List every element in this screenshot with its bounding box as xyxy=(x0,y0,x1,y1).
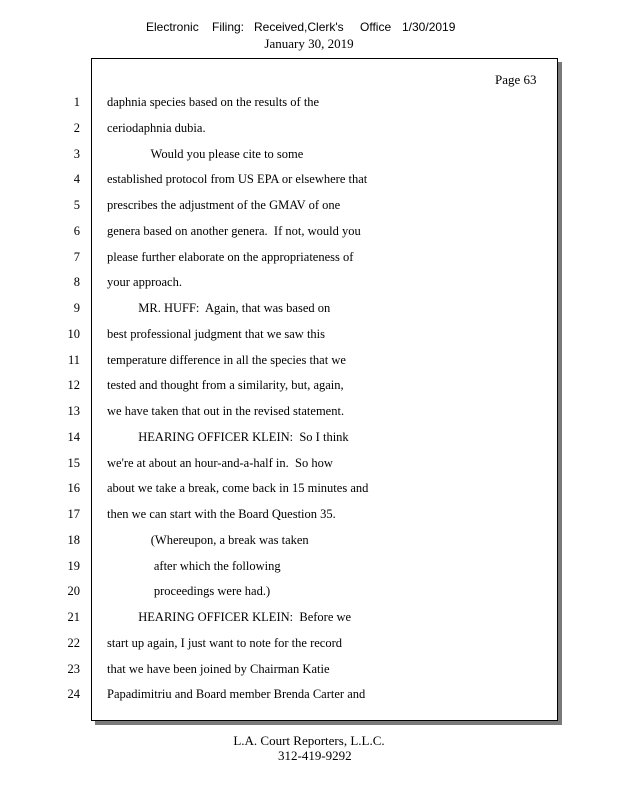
transcript-line xyxy=(0,635,618,655)
line-number: 13 xyxy=(67,404,80,418)
line-number: 19 xyxy=(67,558,80,573)
transcript-line xyxy=(0,377,618,397)
line-number: 16 xyxy=(67,481,80,496)
line-number: 11 xyxy=(67,352,80,367)
line-number: 1 xyxy=(73,95,80,109)
filing-stamp xyxy=(0,20,618,36)
line-number: 10 xyxy=(67,326,80,341)
filing-stamp-office: Office xyxy=(360,20,392,34)
transcript-line xyxy=(0,197,618,217)
line-text: your approach. xyxy=(107,275,182,290)
line-text: about we take a break, come back in 15 minutes and xyxy=(107,481,369,496)
line-number: 12 xyxy=(67,378,80,393)
page-number: Page 63 xyxy=(495,72,537,87)
line-text: established protocol from US EPA or elsewhere that xyxy=(107,172,368,187)
transcript-line xyxy=(0,558,618,578)
line-number: 7 xyxy=(73,249,80,264)
transcript-line xyxy=(0,403,618,423)
line-number: 21 xyxy=(67,610,80,624)
filing-stamp-electronic: Electronic xyxy=(146,20,199,34)
transcript-line xyxy=(0,274,618,294)
line-number: 17 xyxy=(67,507,80,521)
line-text: HEARING OFFICER KLEIN: Before we xyxy=(107,610,352,624)
footer-company: L.A. Court Reporters, L.L.C. xyxy=(233,733,385,748)
line-text: ceriodaphnia dubia. xyxy=(107,120,206,135)
line-number: 23 xyxy=(67,661,80,676)
transcript-line xyxy=(0,609,618,629)
transcript-line xyxy=(0,506,618,526)
line-text: that we have been joined by Chairman Katie xyxy=(107,661,330,676)
transcript-line xyxy=(0,94,618,114)
line-text: HEARING OFFICER KLEIN: So I think xyxy=(107,429,349,444)
filing-date-line: January 30, 2019 xyxy=(264,36,354,51)
line-number: 9 xyxy=(73,301,80,315)
line-text: proceedings were had.) xyxy=(107,584,271,599)
line-number: 22 xyxy=(67,635,80,650)
line-text: start up again, I just want to note for the record xyxy=(107,635,342,650)
transcript-line xyxy=(0,223,618,243)
line-number: 14 xyxy=(67,429,80,444)
transcript-line xyxy=(0,120,618,140)
transcript-line xyxy=(0,455,618,475)
line-number: 4 xyxy=(73,172,80,187)
transcript-line xyxy=(0,171,618,191)
line-text: prescribes the adjustment of the GMAV of one xyxy=(107,198,341,212)
line-number: 6 xyxy=(73,223,80,238)
line-text: we're at about an hour-and-a-half in. So how xyxy=(107,455,333,470)
line-number: 5 xyxy=(73,198,80,212)
line-text: tested and thought from a similarity, but, again, xyxy=(107,378,344,393)
line-text: MR. HUFF: Again, that was based on xyxy=(107,301,331,315)
line-number: 20 xyxy=(67,584,80,599)
line-text: Papadimitriu and Board member Brenda Carter and xyxy=(107,687,366,702)
line-text: after which the following xyxy=(107,558,281,573)
line-text: genera based on another genera. If not, would you xyxy=(107,223,361,238)
line-number: 2 xyxy=(73,120,80,135)
transcript-line xyxy=(0,249,618,269)
filing-stamp-date: 1/30/2019 xyxy=(402,20,456,34)
line-number: 8 xyxy=(73,275,80,290)
transcript-line xyxy=(0,480,618,500)
line-text: (Whereupon, a break was taken xyxy=(107,532,309,547)
transcript-line xyxy=(0,326,618,346)
line-text: then we can start with the Board Question 35. xyxy=(107,507,336,521)
filing-stamp-received: Received,Clerk's xyxy=(254,20,344,34)
line-text: we have taken that out in the revised statement. xyxy=(107,404,345,418)
transcript-line xyxy=(0,532,618,552)
transcript-line xyxy=(0,583,618,603)
transcript-line xyxy=(0,661,618,681)
transcript-line xyxy=(0,146,618,166)
line-number: 3 xyxy=(73,146,80,161)
line-number: 24 xyxy=(67,687,80,702)
transcript-line xyxy=(0,300,618,320)
line-number: 15 xyxy=(67,455,80,470)
line-text: Would you please cite to some xyxy=(107,146,304,161)
transcript-line xyxy=(0,352,618,372)
footer-phone: 312-419-9292 xyxy=(278,748,352,763)
line-number: 18 xyxy=(67,532,80,547)
line-text: please further elaborate on the appropriateness of xyxy=(107,249,354,264)
filing-stamp-filing: Filing: xyxy=(212,20,245,34)
line-text: temperature difference in all the species that we xyxy=(107,352,346,367)
transcript-line xyxy=(0,686,618,706)
line-text: daphnia species based on the results of the xyxy=(107,95,320,109)
line-text: best professional judgment that we saw this xyxy=(107,326,326,341)
transcript-line xyxy=(0,429,618,449)
